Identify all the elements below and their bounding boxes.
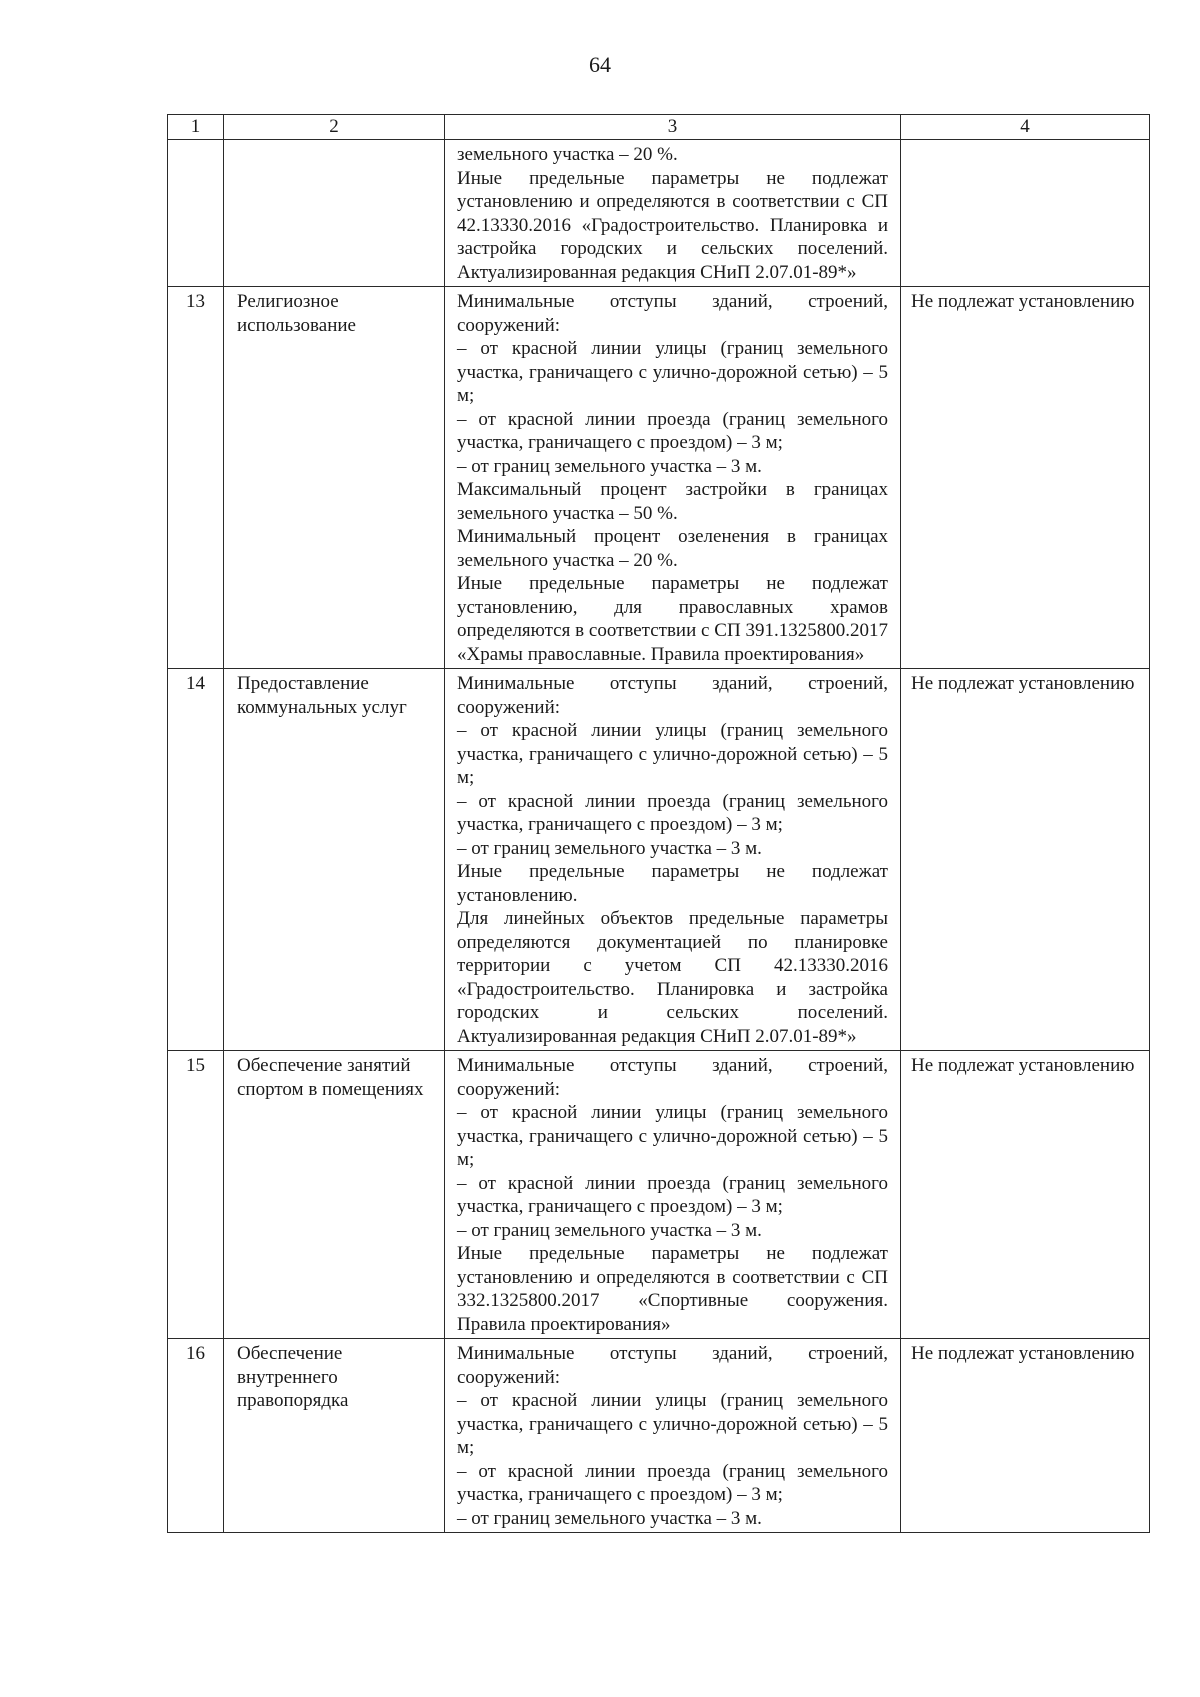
param-line: – от границ земельного участка – 3 м. xyxy=(457,455,762,477)
param-line: Минимальные отступы зданий, строений, сооружений: xyxy=(457,1055,888,1100)
param-line: земельного участка – 20 %. xyxy=(457,144,678,165)
table-header-row xyxy=(168,115,1150,140)
param-line: – от границ земельного участка – 3 м. xyxy=(457,1219,762,1241)
param-line: Минимальные отступы зданий, строений, сооружений: xyxy=(457,291,888,336)
parameters-cell xyxy=(445,1339,901,1533)
restriction-cell: Не подлежат установлению xyxy=(901,287,1150,669)
zoning-parameters-table xyxy=(167,114,1150,1533)
table-row xyxy=(168,1339,1150,1533)
param-line: Минимальные отступы зданий, строений, сооружений: xyxy=(457,1343,888,1388)
param-line: – от красной линии улицы (границ земельного участка, граничащего с улично-дорожной сетью) – 5 м; xyxy=(457,338,888,406)
restriction-cell: Не подлежат установлению xyxy=(901,669,1150,1051)
param-line: – от красной линии улицы (границ земельного участка, граничащего с улично-дорожной сетью) – 5 м; xyxy=(457,720,888,788)
param-line: Для линейных объектов предельные параметры определяются документацией по планировке территории с учетом СП 42.13330.2016 «Градостроительство. Планировка и застройка городских и сельских поселений. Актуализированная редакция СНиП 2.07.01-89*» xyxy=(457,908,888,1047)
continuation-name xyxy=(224,140,445,287)
header-col-4: 4 xyxy=(901,115,1150,140)
row-number: 14 xyxy=(168,669,224,1051)
param-line: Минимальный процент озеленения в границах земельного участка – 20 %. xyxy=(457,526,888,571)
continuation-num xyxy=(168,140,224,287)
param-line: Максимальный процент застройки в границах земельного участка – 50 %. xyxy=(457,479,888,524)
parameters-cell xyxy=(445,669,901,1051)
use-type-name: Предоставление коммунальных услуг xyxy=(224,669,445,1051)
param-line: – от красной линии проезда (границ земельного участка, граничащего с проездом) – 3 м; xyxy=(457,790,888,835)
header-col-3: 3 xyxy=(445,115,901,140)
use-type-name: Религиозное использование xyxy=(224,287,445,669)
row-number: 13 xyxy=(168,287,224,669)
parameters-cell xyxy=(445,1051,901,1339)
use-type-name: Обеспечение внутреннего правопорядка xyxy=(224,1339,445,1533)
parameters-cell xyxy=(445,287,901,669)
row-number: 15 xyxy=(168,1051,224,1339)
continuation-params xyxy=(445,140,901,287)
param-line: – от красной линии улицы (границ земельного участка, граничащего с улично-дорожной сетью) – 5 м; xyxy=(457,1390,888,1458)
param-line: Иные предельные параметры не подлежат установлению, для православных храмов определяются в соответствии с СП 391.1325800.2017 «Храмы православные. Правила проектирования» xyxy=(457,573,888,665)
continuation-row xyxy=(168,140,1150,287)
header-col-1: 1 xyxy=(168,115,224,140)
param-line: – от красной линии проезда (границ земельного участка, граничащего с проездом) – 3 м; xyxy=(457,408,888,453)
param-line: Иные предельные параметры не подлежат установлению. xyxy=(457,861,888,906)
param-line: – от красной линии улицы (границ земельного участка, граничащего с улично-дорожной сетью) – 5 м; xyxy=(457,1102,888,1170)
continuation-restriction xyxy=(901,140,1150,287)
param-line: – от границ земельного участка – 3 м. xyxy=(457,1507,762,1529)
table-row xyxy=(168,1051,1150,1339)
param-line: Иные предельные параметры не подлежат установлению и определяются в соответствии с СП 42.13330.2016 «Градостроительство. Планировка и застройка городских и сельских поселений. Актуализированная редакция СНиП 2.07.01-89*» xyxy=(457,167,888,283)
param-line: – от границ земельного участка – 3 м. xyxy=(457,837,762,859)
restriction-cell: Не подлежат установлению xyxy=(901,1051,1150,1339)
table-row xyxy=(168,669,1150,1051)
param-line: Иные предельные параметры не подлежат установлению и определяются в соответствии с СП 332.1325800.2017 «Спортивные сооружения. Правила проектирования» xyxy=(457,1243,888,1335)
restriction-cell: Не подлежат установлению xyxy=(901,1339,1150,1533)
param-line: Минимальные отступы зданий, строений, сооружений: xyxy=(457,673,888,718)
use-type-name: Обеспечение занятий спортом в помещениях xyxy=(224,1051,445,1339)
row-number: 16 xyxy=(168,1339,224,1533)
table-row xyxy=(168,287,1150,669)
param-line: – от красной линии проезда (границ земельного участка, граничащего с проездом) – 3 м; xyxy=(457,1172,888,1217)
header-col-2: 2 xyxy=(224,115,445,140)
page-number: 64 xyxy=(589,52,611,77)
param-line: – от красной линии проезда (границ земельного участка, граничащего с проездом) – 3 м; xyxy=(457,1460,888,1505)
